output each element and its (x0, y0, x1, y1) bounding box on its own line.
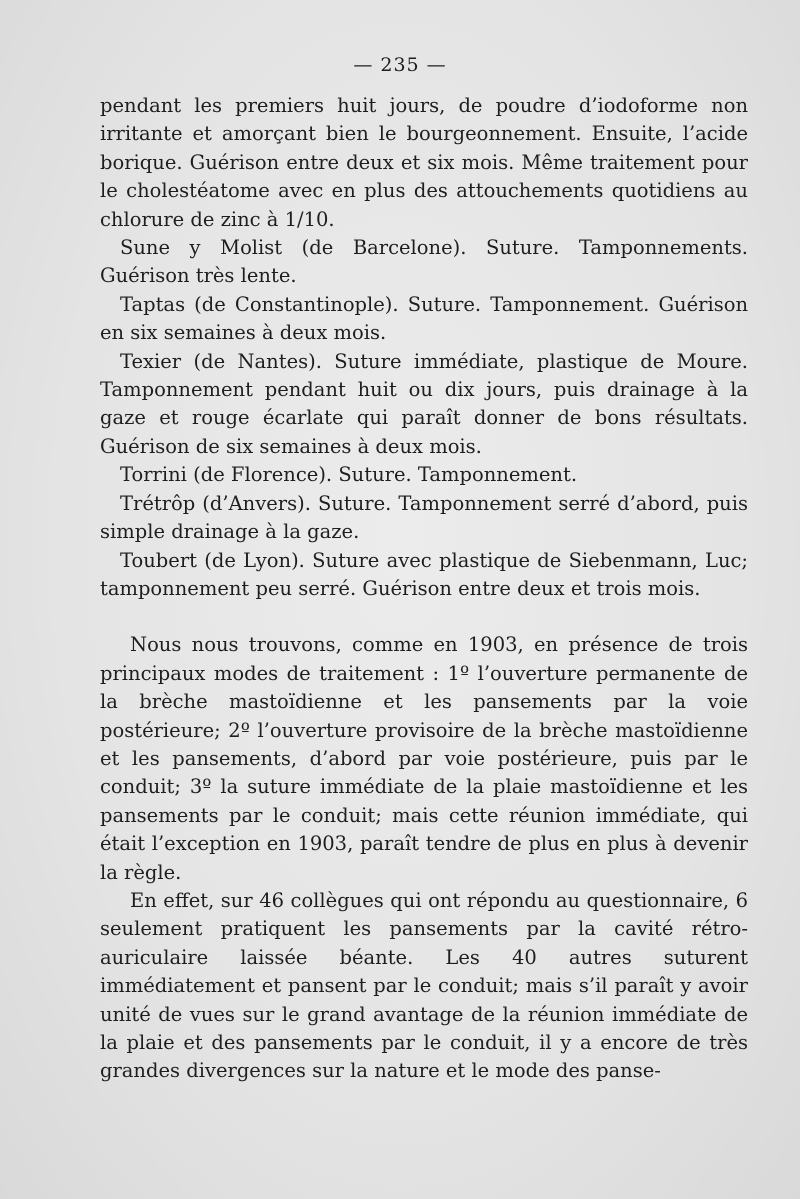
paragraph-en-effet: En effet, sur 46 collègues qui ont répondu au questionnaire, 6 seulement pratiquent les pansements par la cavité rétro-auriculaire laissée béante. Les 40 autres suturent immédiatement et pansent par le conduit; mais s’il paraît y avoir unité de vues sur le grand avantage de la réunion immédiate de la plaie et des pansements par le conduit, il y a encore de très grandes divergences sur la nature et le mode des panse- (100, 888, 748, 1083)
page-number: — 235 — (353, 54, 447, 76)
paragraph-continuation: pendant les premiers huit jours, de poudre d’iodoforme non irritante et amorçant bien le bourgeonnement. Ensuite, l’acide borique. Guérison entre deux et six mois. Même traitement pour le cholestéatome avec en plus des attouchements quotidiens au chlorure de zinc à 1/10. (100, 94, 748, 231)
body-text (100, 92, 748, 1086)
section-gap (100, 603, 748, 631)
paragraph-texier: Texier (de Nantes). Suture immédiate, plastique de Moure. Tamponnement pendant huit ou dix jours, puis drainage à la gaze et rouge écarlate qui paraît donner de bons résultats. Guérison de six semaines à deux mois. (100, 349, 748, 458)
paragraph-torrini: Torrini (de Florence). Suture. Tamponnement. (120, 463, 578, 487)
paragraph-taptas: Taptas (de Constantinople). Suture. Tamponnement. Guérison en six semaines à deux mois. (100, 292, 748, 345)
paragraph-modes-de-traitement: Nous nous trouvons, comme en 1903, en présence de trois principaux modes de traitement : 1º l’ouverture permanente de la brèche mastoïdienne et les pansements par la voie postérieure; 2º l’ouverture provisoire de la brèche mastoïdienne et les pansements, d’abord par voie postérieure, puis par le conduit; 3º la suture immédiate de la plaie mastoïdienne et les pansements par le conduit; mais cette réunion immédiate, qui était l’exception en 1903, paraît tendre de plus en plus à devenir la règle. (100, 633, 748, 884)
paragraph-toubert: Toubert (de Lyon). Suture avec plastique de Siebenmann, Luc; tamponnement peu serré. Guérison entre deux et trois mois. (100, 548, 748, 600)
paragraph-tretrop: Trétrôp (d’Anvers). Suture. Tamponnement serré d’abord, puis simple drainage à la gaze. (100, 491, 748, 544)
paragraph-sune-y-molist: Sune y Molist (de Barcelone). Suture. Tamponnements. Guérison très lente. (100, 236, 748, 288)
